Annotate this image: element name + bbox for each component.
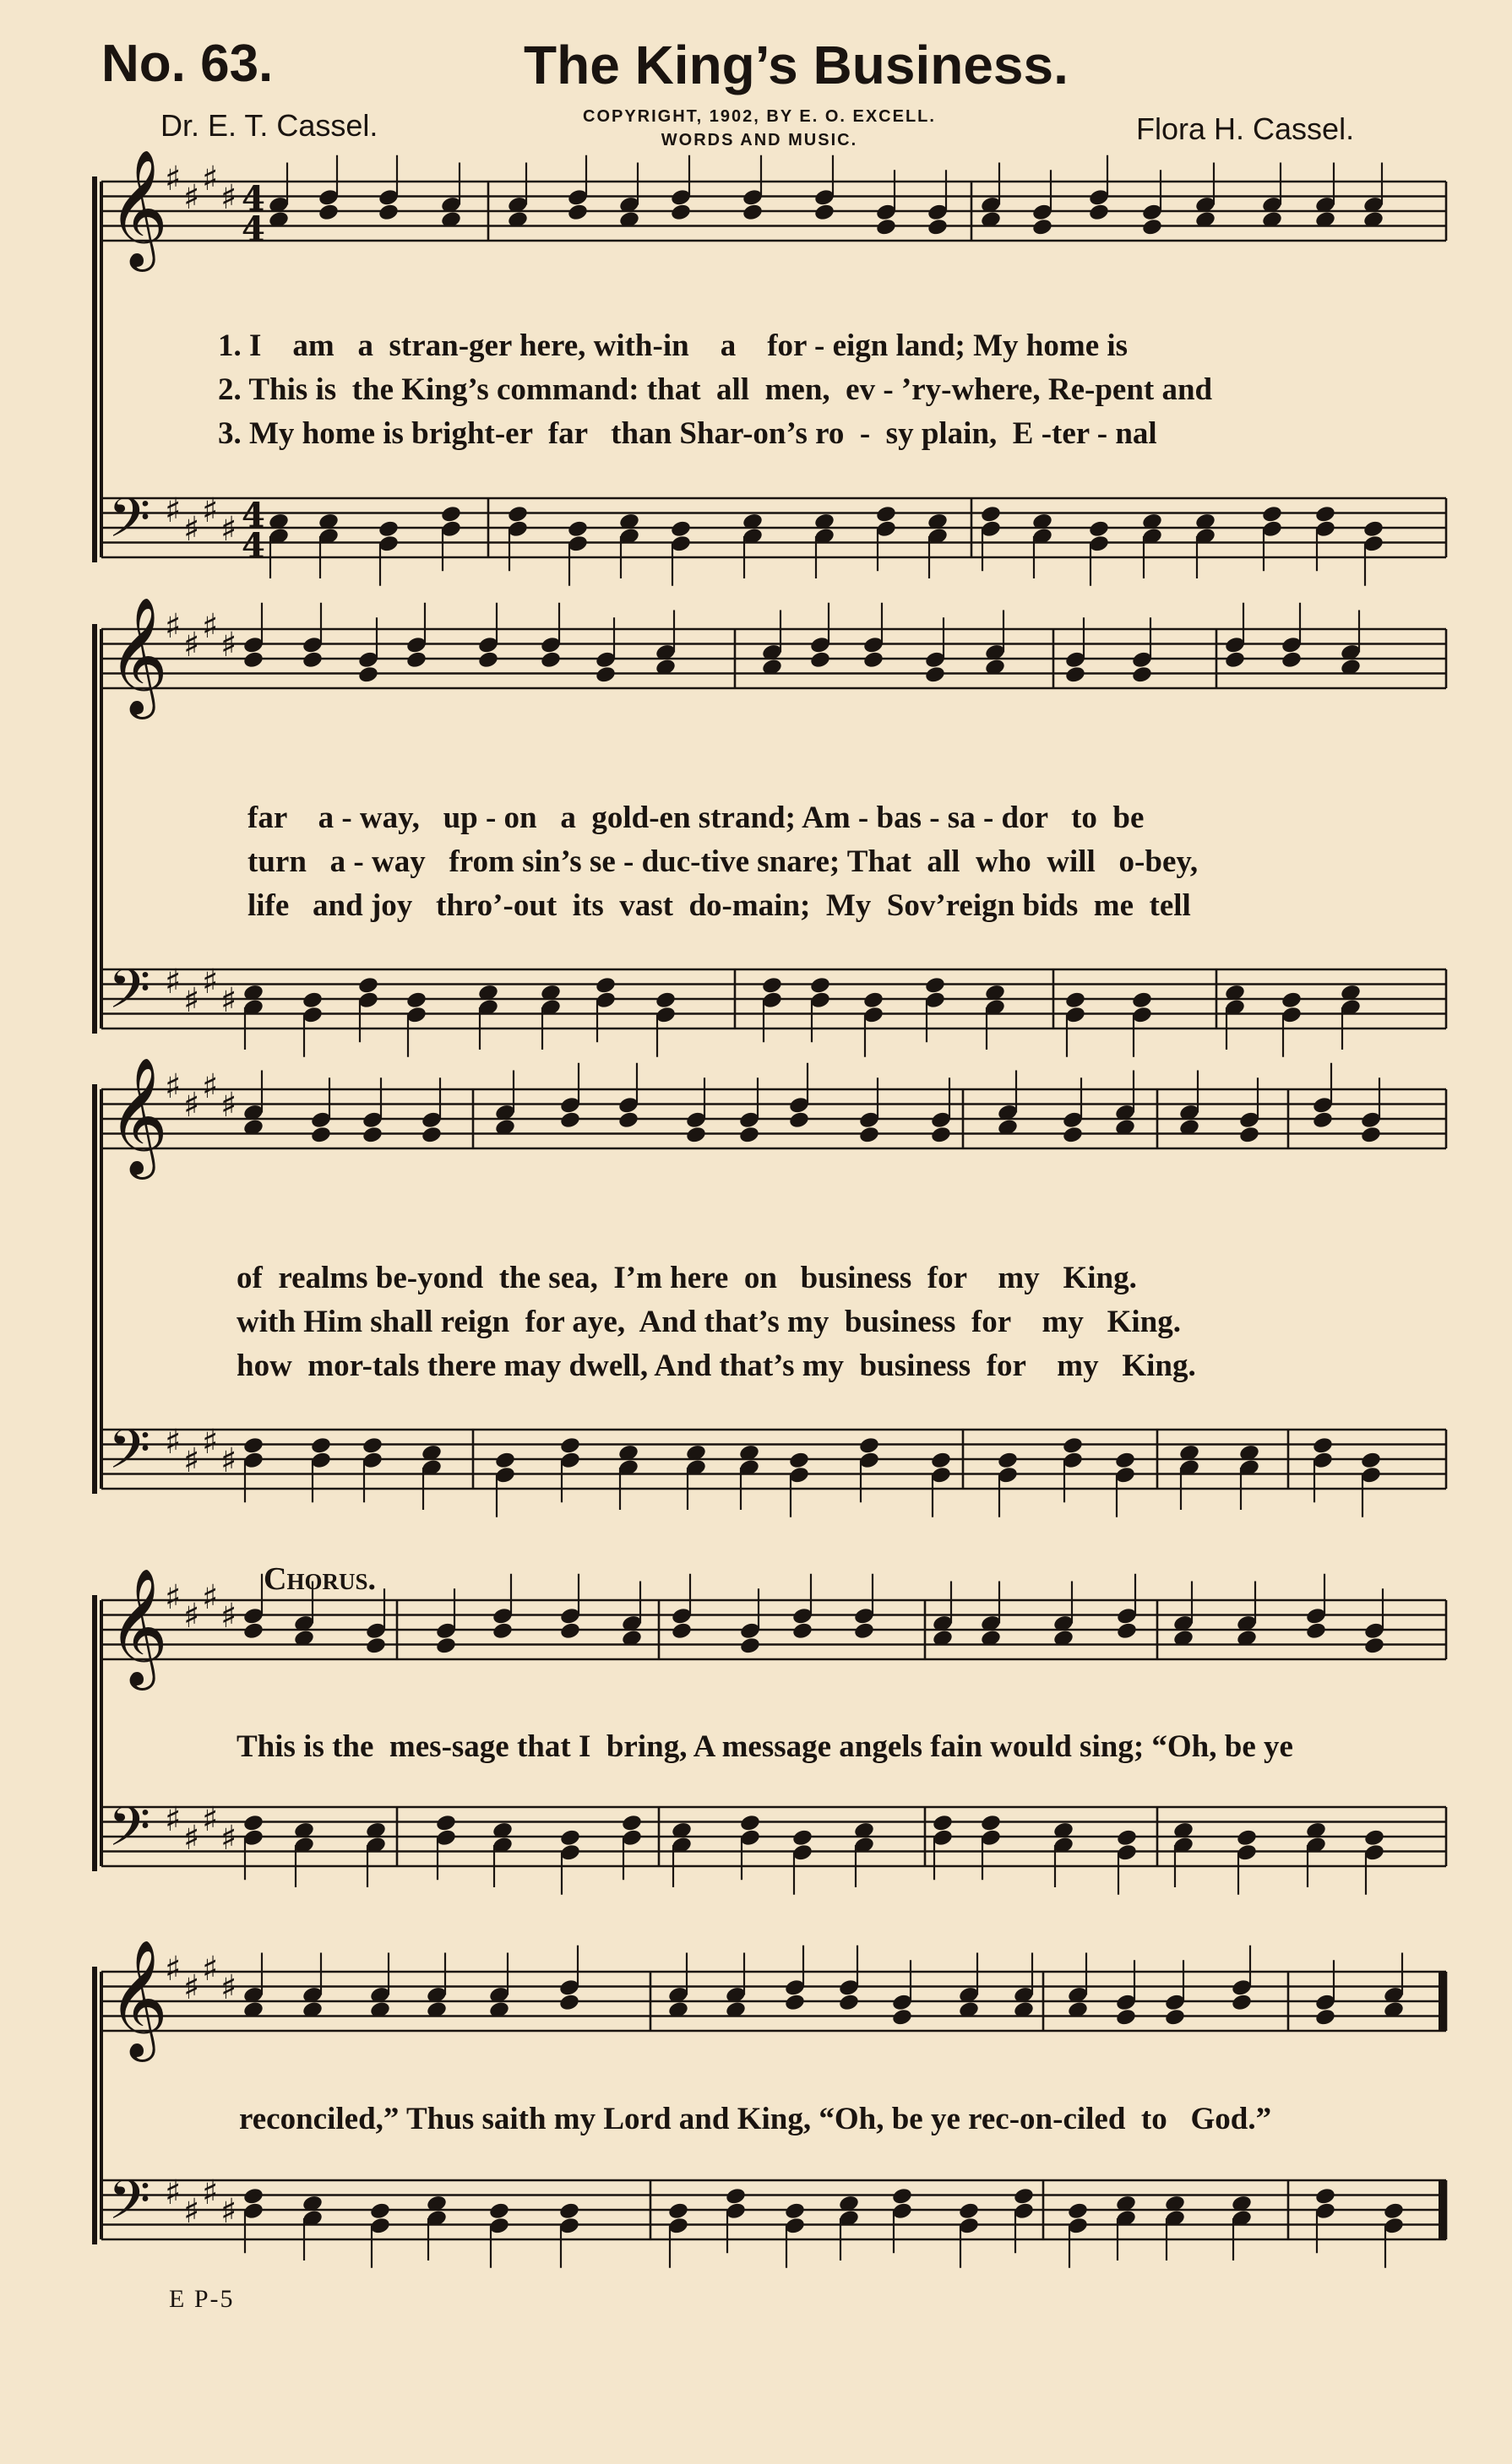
note-head (1363, 1636, 1385, 1655)
note-head (421, 1125, 443, 1144)
note-head (318, 203, 340, 222)
note-head (362, 1436, 383, 1455)
note-head (738, 1125, 760, 1144)
note-head (494, 1451, 516, 1470)
key-signature-sharp: ♯ (165, 2174, 182, 2212)
note-head (1363, 1828, 1385, 1848)
note-head (1164, 2007, 1186, 2027)
note-head (567, 203, 589, 222)
note-head (242, 1436, 264, 1455)
key-signature-sharp: ♯ (220, 510, 237, 549)
composer-credit: Dr. E. T. Cassel. (160, 108, 378, 143)
note-head (310, 1436, 332, 1455)
key-signature-sharp: ♯ (220, 2192, 237, 2231)
copyright-line-1: COPYRIGHT, 1902, BY E. O. EXCELL. (583, 107, 936, 126)
system-1-verse-3: 3. My home is bright-er far than Shar-on’s ro - sy plain, E -ter - nal (218, 416, 1157, 451)
key-signature-sharp: ♯ (183, 1968, 200, 2007)
note-head (788, 1110, 810, 1130)
system-3-verse-2: with Him shall reign for aye, And that’s my business for my King. (237, 1305, 1181, 1339)
treble-clef-icon: 𝄞 (108, 597, 168, 714)
note-head (739, 1813, 761, 1832)
note-head (567, 519, 589, 539)
note-head (378, 203, 400, 222)
note-head (1131, 990, 1153, 1010)
system-3-verse-1: of realms be-yond the sea, I’m here on business for my King. (237, 1261, 1137, 1295)
note-head (1314, 2007, 1336, 2027)
note-head (405, 650, 427, 670)
note-head (980, 504, 1002, 524)
note-head (310, 1125, 332, 1144)
key-signature-sharp: ♯ (220, 1441, 237, 1480)
note-head (492, 1621, 514, 1641)
note-head (558, 2201, 580, 2221)
key-signature-sharp: ♯ (183, 1819, 200, 1858)
note-head (559, 1110, 581, 1130)
note-head (853, 1621, 875, 1641)
note-head (1312, 1436, 1334, 1455)
note-head (739, 1636, 761, 1655)
key-signature-sharp: ♯ (183, 981, 200, 1020)
note-head (1238, 1125, 1260, 1144)
note-head (862, 650, 884, 670)
note-head (477, 650, 499, 670)
key-signature-sharp: ♯ (165, 1067, 182, 1106)
key-signature-sharp: ♯ (220, 1819, 237, 1858)
note-head (1064, 990, 1086, 1010)
note-head (1360, 1451, 1382, 1470)
note-head (507, 504, 529, 524)
note-head (1314, 2186, 1336, 2206)
note-head (1231, 1993, 1253, 2012)
note-head (302, 650, 324, 670)
note-head (1116, 1621, 1138, 1641)
note-head (784, 1993, 806, 2012)
note-head (862, 990, 884, 1010)
note-head (1314, 504, 1336, 524)
key-signature-sharp: ♯ (202, 607, 219, 646)
note-head (997, 1451, 1019, 1470)
key-signature-sharp: ♯ (220, 626, 237, 665)
key-signature-sharp: ♯ (165, 160, 182, 198)
bass-clef-icon: 𝄢 (108, 487, 151, 563)
note-head (809, 975, 831, 995)
chorus-label: Chorus. (264, 1561, 376, 1597)
treble-clef-icon: 𝄞 (108, 149, 168, 267)
system-2-verse-3: life and joy thro’-out its vast do-main; My Sov’reign bids me tell (247, 888, 1191, 923)
note-head (242, 2186, 264, 2206)
note-head (1312, 1110, 1334, 1130)
note-head (540, 650, 562, 670)
note-head (791, 1828, 813, 1848)
note-head (1281, 650, 1303, 670)
note-head (924, 975, 946, 995)
note-head (761, 975, 783, 995)
note-head (813, 203, 835, 222)
page-footer-code: E P-5 (169, 2285, 235, 2313)
note-head (1360, 1125, 1382, 1144)
key-signature-sharp: ♯ (183, 1441, 200, 1480)
note-head (875, 217, 897, 236)
note-head (1116, 1828, 1138, 1848)
bass-clef-icon: 𝄢 (108, 1796, 151, 1872)
note-head (858, 1436, 880, 1455)
note-head (742, 203, 764, 222)
note-head (670, 519, 692, 539)
note-head (924, 665, 946, 684)
note-head (559, 1436, 581, 1455)
note-head (242, 650, 264, 670)
key-signature-sharp: ♯ (165, 1800, 182, 1839)
key-signature-sharp: ♯ (202, 1067, 219, 1106)
time-signature-top: 4 (242, 179, 265, 219)
key-signature-sharp: ♯ (202, 1800, 219, 1839)
note-head (405, 990, 427, 1010)
note-head (809, 650, 831, 670)
note-head (365, 1636, 387, 1655)
key-signature-sharp: ♯ (202, 491, 219, 530)
note-head (559, 1621, 581, 1641)
note-head (891, 2186, 913, 2206)
key-signature-sharp: ♯ (202, 1950, 219, 1989)
key-signature-sharp: ♯ (220, 1086, 237, 1125)
treble-clef-icon: 𝄞 (108, 1057, 168, 1175)
time-signature-top: 4 (242, 496, 265, 535)
note-head (595, 975, 617, 995)
time-signature-bottom: 4 (242, 209, 265, 249)
note-head (1013, 2186, 1035, 2206)
note-head (930, 1451, 952, 1470)
note-head (784, 2201, 806, 2221)
note-head (980, 1813, 1002, 1832)
note-head (617, 1110, 639, 1130)
key-signature-sharp: ♯ (220, 1968, 237, 2007)
note-head (788, 1451, 810, 1470)
note-head (357, 665, 379, 684)
key-signature-sharp: ♯ (220, 981, 237, 1020)
note-head (242, 1813, 264, 1832)
note-head (1141, 217, 1163, 236)
hymn-title: The King’s Business. (524, 35, 1069, 95)
chorus-lyric-line-1: This is the mes-sage that I bring, A message angels fain would sing; “Oh, be ye (237, 1729, 1293, 1764)
note-head (1067, 2201, 1089, 2221)
key-signature-sharp: ♯ (183, 1597, 200, 1636)
note-head (655, 990, 677, 1010)
bass-clef-icon: 𝄢 (108, 1419, 151, 1495)
note-head (435, 1813, 457, 1832)
note-head (1383, 2201, 1405, 2221)
note-head (435, 1636, 457, 1655)
note-head (858, 1125, 880, 1144)
time-signature-bottom: 4 (242, 526, 265, 566)
note-head (1281, 990, 1303, 1010)
note-head (362, 1125, 383, 1144)
key-signature-sharp: ♯ (202, 963, 219, 1001)
note-head (242, 1621, 264, 1641)
key-signature-sharp: ♯ (202, 1423, 219, 1462)
note-head (667, 2201, 689, 2221)
note-head (670, 203, 692, 222)
key-signature-sharp: ♯ (183, 2192, 200, 2231)
system-2-verse-2: turn a - way from sin’s se - duc-tive snare; That all who will o-bey, (247, 844, 1199, 879)
key-signature-sharp: ♯ (183, 178, 200, 217)
hymn-number: No. 63. (101, 35, 274, 93)
lyricist-credit: Flora H. Cassel. (1136, 111, 1355, 146)
note-head (595, 665, 617, 684)
note-head (1088, 203, 1110, 222)
note-head (932, 1813, 954, 1832)
system-2-verse-1: far a - way, up - on a gold-en strand; Am - bas - sa - dor to be (247, 801, 1145, 835)
note-head (1088, 519, 1110, 539)
bass-clef-icon: 𝄢 (108, 958, 151, 1034)
key-signature-sharp: ♯ (220, 1597, 237, 1636)
note-head (875, 504, 897, 524)
note-head (671, 1621, 693, 1641)
note-head (927, 217, 949, 236)
key-signature-sharp: ♯ (165, 1578, 182, 1617)
note-head (621, 1813, 643, 1832)
key-signature-sharp: ♯ (202, 160, 219, 198)
key-signature-sharp: ♯ (165, 1950, 182, 1989)
note-head (1031, 217, 1053, 236)
note-head (357, 975, 379, 995)
note-head (1115, 2007, 1137, 2027)
system-1-verse-1: 1. I am a stran-ger here, with-in a for - eign land; My home is (218, 328, 1129, 363)
note-head (302, 990, 324, 1010)
system-1-verse-2: 2. This is the King’s command: that all men, ev - ’ry-where, Re-pent and (218, 372, 1213, 407)
note-head (958, 2201, 980, 2221)
note-head (1305, 1621, 1327, 1641)
key-signature-sharp: ♯ (202, 2174, 219, 2212)
treble-clef-icon: 𝄞 (108, 1568, 168, 1685)
note-head (1062, 1436, 1084, 1455)
note-head (559, 1828, 581, 1848)
note-head (488, 2201, 510, 2221)
note-head (791, 1621, 813, 1641)
final-double-barline (1439, 2180, 1446, 2239)
final-double-barline (1439, 1972, 1446, 2031)
copyright-line-2: WORDS AND MUSIC. (661, 131, 858, 149)
note-head (838, 1993, 860, 2012)
note-head (1062, 1125, 1084, 1144)
note-head (891, 2007, 913, 2027)
note-head (1362, 519, 1384, 539)
key-signature-sharp: ♯ (183, 626, 200, 665)
key-signature-sharp: ♯ (165, 491, 182, 530)
note-head (1114, 1451, 1136, 1470)
system-3-verse-3: how mor-tals there may dwell, And that’s my business for my King. (237, 1349, 1196, 1383)
key-signature-sharp: ♯ (183, 510, 200, 549)
note-head (930, 1125, 952, 1144)
key-signature-sharp: ♯ (165, 963, 182, 1001)
note-head (440, 504, 462, 524)
bass-clef-icon: 𝄢 (108, 2169, 151, 2245)
note-head (685, 1125, 707, 1144)
note-head (725, 2186, 747, 2206)
note-head (1064, 665, 1086, 684)
note-head (378, 519, 400, 539)
treble-clef-icon: 𝄞 (108, 1940, 168, 2057)
chorus-lyric-line-2: reconciled,” Thus saith my Lord and King, “Oh, be ye rec-on-ciled to God.” (239, 2102, 1272, 2136)
key-signature-sharp: ♯ (183, 1086, 200, 1125)
note-head (1131, 665, 1153, 684)
key-signature-sharp: ♯ (220, 178, 237, 217)
note-head (369, 2201, 391, 2221)
note-head (1261, 504, 1283, 524)
key-signature-sharp: ♯ (165, 607, 182, 646)
note-head (558, 1993, 580, 2012)
note-head (1224, 650, 1246, 670)
key-signature-sharp: ♯ (202, 1578, 219, 1617)
note-head (1236, 1828, 1258, 1848)
key-signature-sharp: ♯ (165, 1423, 182, 1462)
